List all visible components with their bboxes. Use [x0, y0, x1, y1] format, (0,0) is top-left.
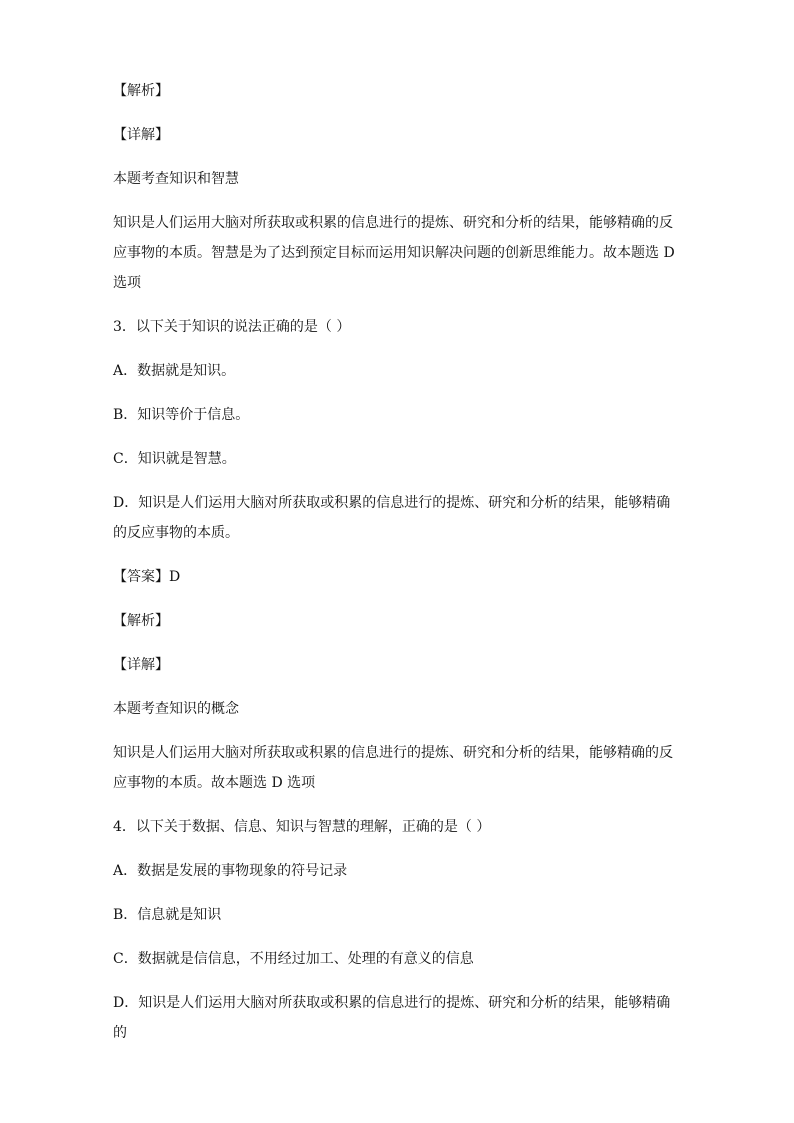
question-4-stem: 4．以下关于数据、信息、知识与智慧的理解，正确的是（ ）	[113, 819, 491, 835]
detail-heading: 【详解】	[113, 657, 169, 673]
question-4-option-c: C．数据就是信信息，不用经过加工、处理的有意义的信息	[113, 951, 474, 967]
document-page	[113, 80, 683, 1048]
question-3-option-c: C．知识就是智慧。	[113, 451, 236, 467]
question-3-option-a: A．数据就是知识。	[113, 363, 236, 379]
detail-heading: 【详解】	[113, 127, 169, 143]
question-3-option-b: B．知识等价于信息。	[113, 407, 250, 423]
question-3-stem: 3．以下关于知识的说法正确的是（ ）	[113, 319, 351, 335]
question-4-option-b: B．信息就是知识	[113, 907, 222, 923]
analysis-heading: 【解析】	[113, 83, 169, 99]
question-3-option-d: D．知识是人们运用大脑对所获取或积累的信息进行的提炼、研究和分析的结果，能够精确的反应事物的本质。	[113, 495, 671, 541]
analysis-heading: 【解析】	[113, 613, 169, 629]
question-4-option-d: D．知识是人们运用大脑对所获取或积累的信息进行的提炼、研究和分析的结果，能够精确的	[113, 995, 671, 1041]
topic-line: 本题考查知识的概念	[113, 701, 239, 717]
explanation-paragraph: 知识是人们运用大脑对所获取或积累的信息进行的提炼、研究和分析的结果，能够精确的反应事物的本质。智慧是为了达到预定目标而运用知识解决问题的创新思维能力。故本题选 D 选项	[113, 215, 675, 291]
question-3-answer: 【答案】D	[113, 569, 181, 585]
topic-line: 本题考查知识和智慧	[113, 171, 239, 187]
question-4-option-a: A．数据是发展的事物现象的符号记录	[113, 863, 348, 879]
explanation-paragraph: 知识是人们运用大脑对所获取或积累的信息进行的提炼、研究和分析的结果，能够精确的反应事物的本质。故本题选 D 选项	[113, 745, 673, 791]
